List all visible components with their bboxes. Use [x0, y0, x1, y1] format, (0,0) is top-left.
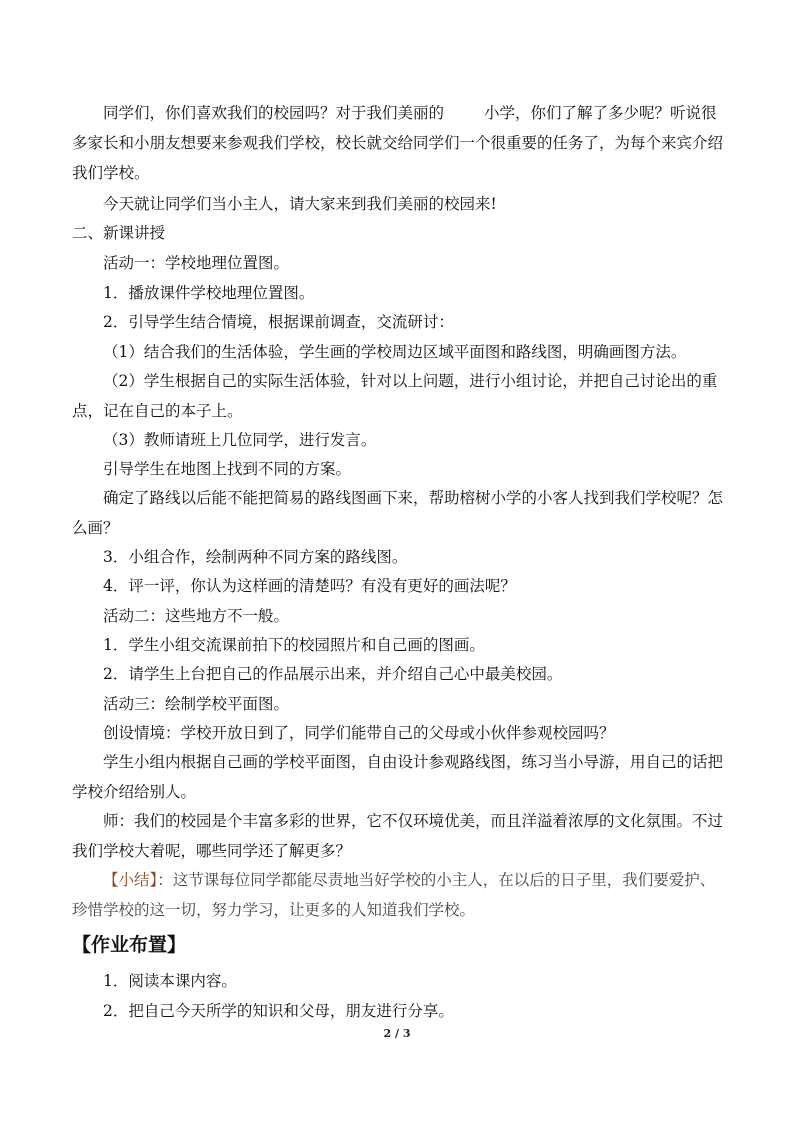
homework-item2: 2．把自己今天所学的知识和父母，朋友进行分享。	[103, 1002, 454, 1020]
activity3-practice: 学生小组内根据自己画的学校平面图，自由设计参观路线图，练习当小导游，用自己的话把学校介绍给别人。	[72, 753, 724, 801]
page-number: 2 / 3	[383, 1027, 411, 1040]
activity3-teacher: 师：我们的校园是个丰富多彩的世界，它不仅环境优美，而且洋溢着浓厚的文化氛围。不过我们学校大着呢，哪些同学还了解更多？	[72, 812, 724, 860]
homework-item1: 1．阅读本课内容。	[103, 972, 237, 990]
summary-label: 【小结】	[103, 871, 158, 889]
activity2-item2: 2．请学生上台把自己的作品展示出来，并介绍自己心中最美校园。	[103, 665, 563, 683]
activity3-scenario: 创设情境：学校开放日到了，同学们能带自己的父母或小伙伴参观校园吗？	[103, 724, 615, 742]
activity1-item2: 2．引导学生结合情境，根据课前调查，交流研讨：	[103, 313, 454, 331]
activity2-title: 活动二：这些地方不一般。	[103, 607, 290, 625]
intro-text-part1: 同学们，你们喜欢我们的校园吗？对于我们美丽的	[103, 104, 445, 122]
section-title: 二、新课讲授	[72, 224, 166, 242]
activity1-title: 活动一：学校地理位置图。	[103, 254, 290, 272]
intro-paragraph-2: 今天就让同学们当小主人，请大家来到我们美丽的校园来!	[103, 195, 497, 213]
activity1-sub3: （3）教师请班上几位同学，进行发言。	[103, 431, 377, 449]
activity2-item1: 1．学生小组交流课前拍下的校园照片和自己画的图画。	[103, 636, 485, 654]
activity1-item4: 4．评一评，你认为这样画的清楚吗？有没有更好的画法呢？	[103, 577, 516, 595]
homework-title: 【作业布置】	[72, 934, 187, 956]
activity1-question: 确定了路线以后能不能把简易的路线图画下来，帮助榕树小学的小客人找到我们学校呢？怎么画？	[72, 489, 724, 537]
activity1-sub1: （1）结合我们的生活体验，学生画的学校周边区域平面图和路线图，明确画图方法。	[103, 343, 687, 361]
summary-text: ：这节课每位同学都能尽责地当好学校的小主人，在以后的日子里，我们要爱护、珍惜学校的这一切，努力学习，让更多的人知道我们学校。	[72, 871, 716, 919]
activity1-guide: 引导学生在地图上找到不同的方案。	[103, 460, 352, 478]
intro-text-part2: 小学，你们了解了多少呢？听说很多家长和小朋友想要来参观我们学校，校长就交给同学们一个很重要的任务了，为每个来宾介绍我们学校。	[72, 104, 724, 182]
activity1-item3: 3．小组合作，绘制两种不同方案的路线图。	[103, 548, 408, 566]
intro-paragraph-1	[72, 98, 724, 188]
activity1-item1: 1．播放课件学校地理位置图。	[103, 284, 315, 302]
activity3-title: 活动三：绘制学校平面图。	[103, 695, 290, 713]
activity1-sub2: （2）学生根据自己的实际生活体验，针对以上问题，进行小组讨论，并把自己讨论出的重点，记在自己的本子上。	[72, 372, 718, 420]
summary-paragraph	[72, 865, 724, 925]
